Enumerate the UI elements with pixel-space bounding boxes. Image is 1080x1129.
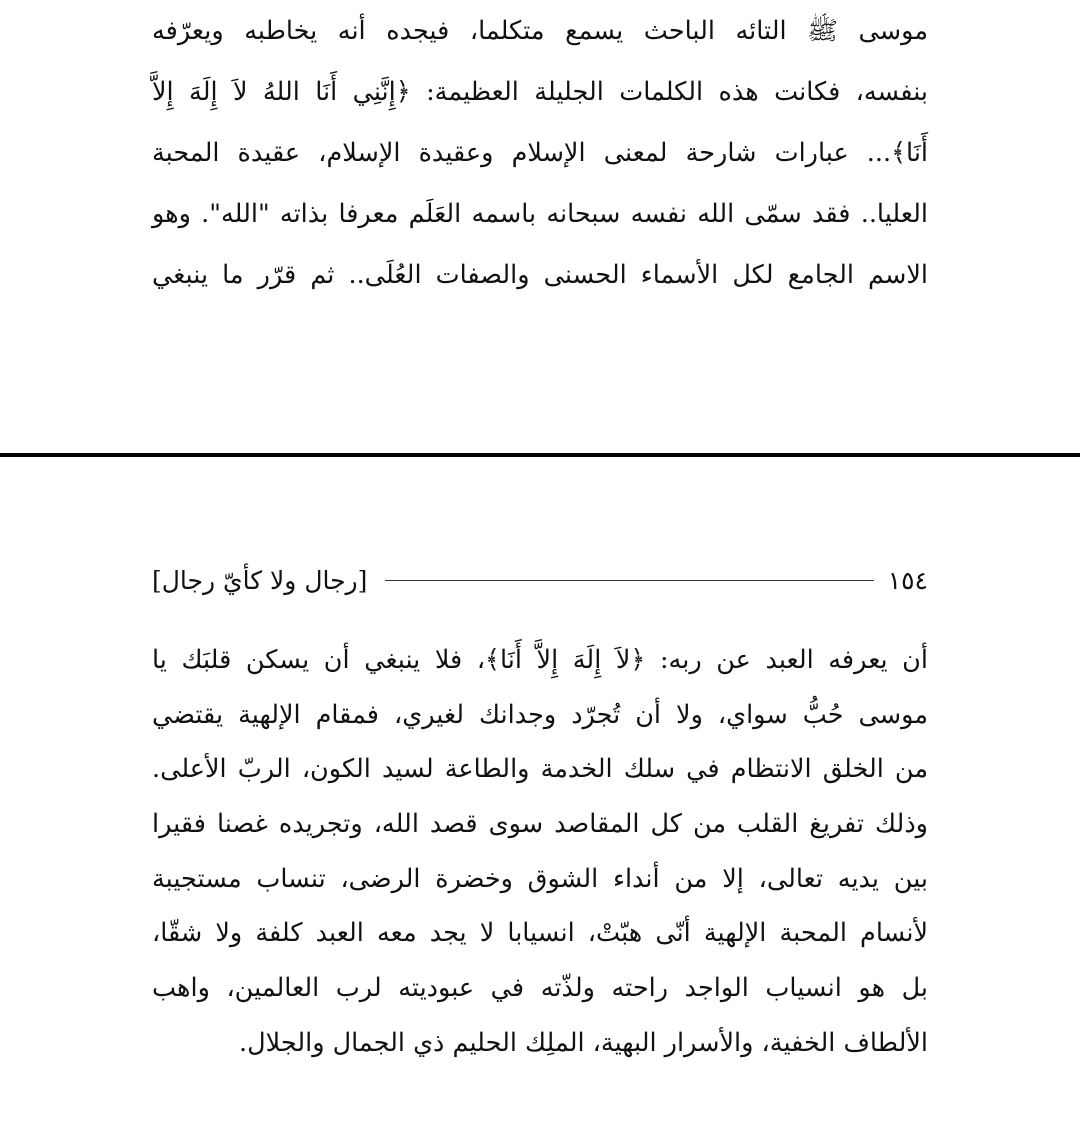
book-title: [رجال ولا كأيّ رجال]: [152, 565, 368, 595]
text-line: بل هو انسياب الواجد راحته ولذّته في عبوديته لرب العالمين، واهب: [152, 973, 928, 1004]
text-line: العليا.. فقد سمّى الله نفسه سبحانه باسمه العَلَم معرفا بذاته "الله". وهو: [152, 199, 928, 229]
text-line: بين يديه تعالى، إلا من أنداء الشوق وخضرة الرضى، تنساب مستجيبة: [152, 863, 928, 894]
text-line: وذلك تفريغ القلب من كل المقاصد سوى قصد الله، وتجريده غصنا فقيرا: [152, 809, 928, 840]
text-line: أَنَا﴾... عبارات شارحة لمعنى الإسلام وعقيدة الإسلام، عقيدة المحبة: [152, 138, 928, 168]
text-line: موسى ﷺ التائه الباحث يسمع متكلما، فيجده أنه يخاطبه ويعرّفه: [152, 16, 928, 46]
text-line: بنفسه، فكانت هذه الكلمات الجليلة العظيمة: ﴿إِنَّنِي أَنَا اللهُ لاَ إِلَهَ إِلاَّ: [152, 77, 928, 107]
text-line: من الخلق الانتظام في سلك الخدمة والطاعة لسيد الكون، الربّ الأعلى.: [152, 754, 928, 785]
page-divider: [0, 453, 1080, 457]
text-line: الاسم الجامع لكل الأسماء الحسنى والصفات العُلَى.. ثم قرّر ما ينبغي: [152, 260, 928, 290]
text-line: موسى حُبُّ سواي، ولا أن تُجرّد وجدانك لغيري، فمقام الإلهية يقتضي: [152, 699, 928, 730]
text-line: الألطاف الخفية، والأسرار البهية، الملِك الحليم ذي الجمال والجلال.: [239, 1027, 928, 1058]
header-rule: [385, 580, 873, 581]
page-number: ١٥٤: [887, 565, 928, 595]
top-paragraph: [152, 8, 928, 313]
text-line: أن يعرفه العبد عن ربه: ﴿لاَ إِلَهَ إِلاَّ أَنَا﴾، فلا ينبغي أن يسكن قلبَك يا: [152, 645, 928, 675]
running-header: [152, 560, 928, 600]
text-line: لأنسام المحبة الإلهية أنّى هبّتْ، انسيابا لا يجد معه العبد كلفة ولا شقّا،: [152, 918, 928, 949]
bottom-paragraph: [152, 638, 928, 1076]
